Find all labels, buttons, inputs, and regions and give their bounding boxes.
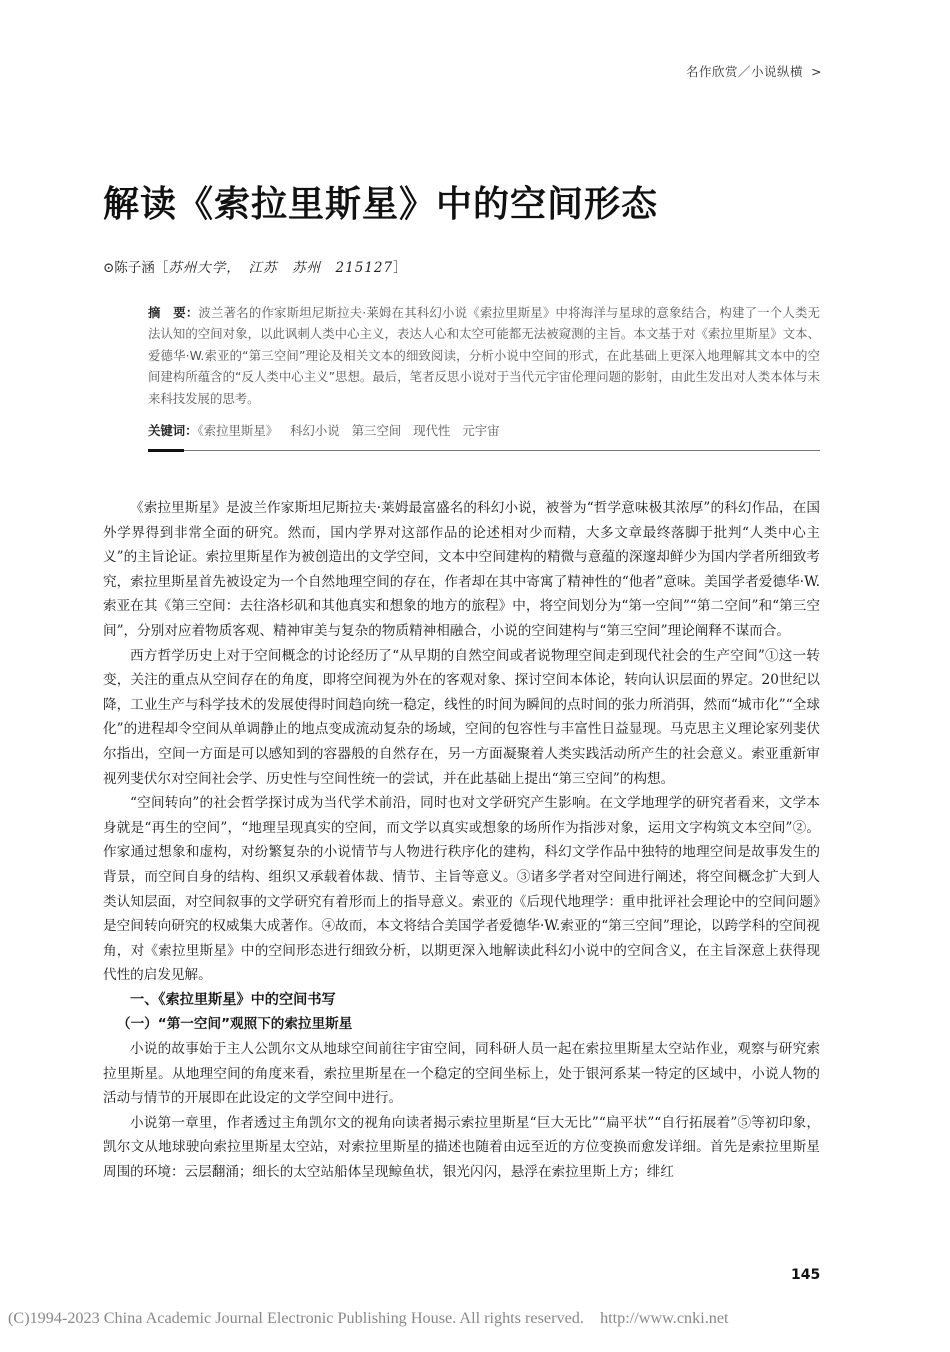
body-paragraph: “空间转向”的社会哲学探讨成为当代学术前沿，同时也对文学研究产生影响。在文学地理学的研究者看来，文学本身就是“再生的空间”，“地理呈现真实的空间，而文学以真实或想象的场所作为指涉对象，运用文字构筑文本空间”②。作家通过想象和虚构，对纷繁复杂的小说情节与人物进行秩序化的建构，科幻文学作品中独特的地理空间是故事发生的背景，而空间自身的结构、组织又承载着体裁、情节、主旨等意义。③诸多学者对空间进行阐述，将空间概念扩大到人类认知层面，对空间叙事的文学研究有着形而上的指导意义。索亚的《后现代地理学：重申批评社会理论中的空间问题》是空间转向研究的权威集大成著作。④故而，本文将结合美国学者爱德华·W.索亚的“第三空间”理论，以跨学科的空间视角，对《索拉里斯星》中的空间形态进行细致分析，以期更深入地解读此科幻小说中的空间含义，在主旨深意上获得现代性的启发见解。 [103, 795, 820, 984]
keywords-label: 关键词： [148, 423, 198, 438]
body-paragraph: 《索拉里斯星》是波兰作家斯坦尼斯拉夫·莱姆最富盛名的科幻小说，被誉为“哲学意味极其浓厚”的科幻作品，在国外学界得到非常全面的研究。然而，国内学界对这部作品的论述相对少而精，大多文章最终落脚于批判“人类中心主义”的主旨论证。索拉里斯星作为被创造出的文学空间，文本中空间建构的精微与意蕴的深邃却鲜少为国内学者所细致考究，索拉里斯星首先被设定为一个自然地理空间的存在，作者却在其中寄寓了精神性的“他者”意味。美国学者爱德华·W.索亚在其《第三空间：去往洛杉矶和其他真实和想象的地方的旅程》中，将空间划分为“第一空间”“第二空间”和“第三空间”，分别对应着物质客观、精神审美与复杂的物质精神相融合，小说的空间建构与“第三空间”理论阐释不谋而合。 [103, 500, 820, 639]
section-heading: 一、《索拉里斯星》中的空间书写 [130, 991, 336, 1008]
chevron-right-icon: > [811, 64, 822, 79]
page-number: 145 [791, 1267, 821, 1283]
article-body [103, 496, 820, 1185]
subsection-heading: （一）“第一空间”观照下的索拉里斯星 [117, 1016, 353, 1033]
body-paragraph: 小说的故事始于主人公凯尔文从地球空间前往宇宙空间，同科研人员一起在索拉里斯星太空站作业，观察与研究索拉里斯星。从地理空间的角度来看，索拉里斯星在一个稳定的空间坐标上，处于银河系某一特定的区域中，小说人物的活动与情节的开展即在此设定的文学空间中进行。 [103, 1041, 820, 1107]
section-label: 名作欣赏／小说纵横 [686, 64, 804, 79]
affiliation-bracket: ］ [393, 260, 407, 276]
author-line [103, 256, 407, 276]
article-title: 解读《索拉里斯星》中的空间形态 [103, 184, 659, 225]
section-breadcrumb [686, 62, 822, 80]
divider-line [148, 450, 820, 451]
abstract [148, 302, 820, 409]
keyword-item: 元宇宙 [462, 423, 500, 438]
copyright-footer: (C)1994-2023 China Academic Journal Electronic Publishing House. All rights reserved. http://www.cnki.net [8, 1309, 729, 1327]
keyword-item: 第三空间 [351, 423, 402, 438]
keyword-item: 科幻小说 [290, 423, 340, 438]
abstract-label: 摘 要： [148, 305, 199, 320]
abstract-text: 波兰著名的作家斯坦尼斯拉夫·莱姆在其科幻小说《索拉里斯星》中将海洋与星球的意象结合，构建了一个人类无法认知的空间对象，以此讽刺人类中心主义，表达人心和太空可能都无法被窥测的主旨。本文基于对《索拉里斯星》文本、爱德华·W.索亚的“第三空间”理论及相关文本的细致阅读，分析小说中空间的形式，在此基础上更深入地理解其文本中的空间建构所蕴含的“反人类中心主义”思想。最后，笔者反思小说对于当代元宇宙伦理问题的影射，由此生发出对人类本体与未来科技发展的思考。 [148, 305, 820, 406]
divider-accent [148, 449, 184, 452]
body-paragraph: 小说第一章里，作者透过主角凯尔文的视角向读者揭示索拉里斯星“巨大无比”“扁平状”“自行拓展着”⑤等初印象，凯尔文从地球驶向索拉里斯星太空站，对索拉里斯星的描述也随着由远至近的方位变换而愈发详细。首先是索拉里斯星周围的环境：云层翻涌；细长的太空站船体呈现鲸鱼状，银光闪闪，悬浮在索拉里斯上方；绯红 [103, 1114, 820, 1181]
author-name: ⊙陈子涵［ [103, 260, 169, 276]
keywords [148, 421, 820, 439]
keyword-item: 《索拉里斯星》 [197, 423, 279, 438]
author-affiliation: 苏州大学， 江苏 苏州 215127 [168, 260, 394, 276]
keyword-item: 现代性 [413, 423, 451, 438]
body-paragraph: 西方哲学历史上对于空间概念的讨论经历了“从早期的自然空间或者说物理空间走到现代社会的生产空间”①这一转变，关注的重点从空间存在的角度，即将空间视为外在的客观对象、探讨空间本体论，转向认识层面的界定。20世纪以降，工业生产与科学技术的发展使得时间趋向统一稳定，线性的时间为瞬间的点时间的张力所消弭，然而“城市化”“全球化”的进程却令空间从单调静止的地点变成流动复杂的场域，空间的包容性与丰富性日益显现。马克思主义理论家列斐伏尔指出，空间一方面是可以感知到的容器般的自然存在，另一方面凝聚着人类实践活动所产生的社会意义。索亚重新审视列斐伏尔对空间社会学、历史性与空间性统一的尝试，并在此基础上提出“第三空间”的构想。 [103, 647, 820, 787]
